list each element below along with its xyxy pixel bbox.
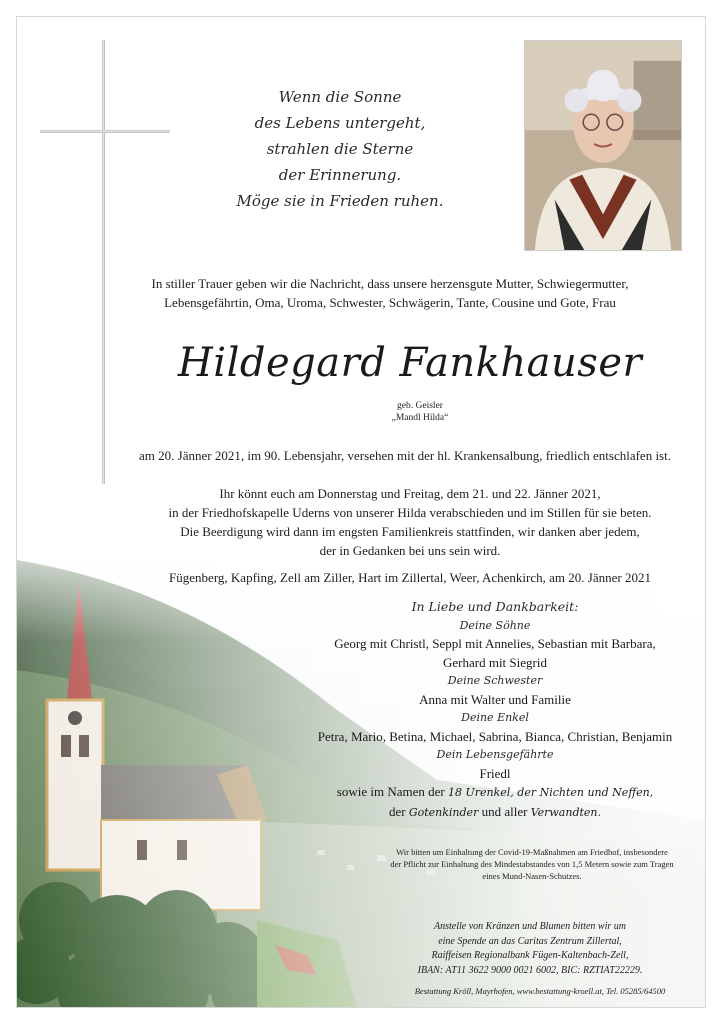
sister-line: Anna mit Walter und Familie [419, 691, 571, 707]
donation-line: IBAN: AT11 3622 9000 0021 6002, BIC: RZTIAT22229. [417, 964, 643, 976]
farewell-text [140, 484, 680, 560]
death-statement: am 20. Jänner 2021, im 90. Lebensjahr, versehen mit der hl. Krankensalbung, friedlich entschlafen ist. [139, 448, 671, 463]
intro-line: In stiller Trauer geben wir die Nachricht, dass unsere herzensgute Mutter, Schwiegermutter, [151, 276, 629, 291]
poem-line: strahlen die Sterne [266, 140, 414, 158]
farewell-line: der in Gedanken bei uns sein wird. [319, 543, 501, 558]
donation-line: eine Spende an das Caritas Zentrum Zillertal, [438, 935, 622, 947]
sons-line: Georg mit Christl, Seppl mit Annelies, Sebastian mit Barbara, [334, 636, 656, 651]
covid-line: Wir bitten um Einhaltung der Covid-19-Maßnahmen am Friedhof, insbesondere [396, 847, 668, 857]
partner-label: Dein Lebensgefährte [436, 748, 554, 761]
intro-text [120, 274, 660, 312]
cross-horizontal [40, 130, 170, 133]
relatives-text: der [388, 803, 406, 819]
partner-line: Friedl [479, 765, 511, 781]
deceased-name: Hildegard Fankhauser [177, 340, 643, 386]
covid-line: eines Mund-Nasen-Schutzes. [482, 871, 582, 881]
relatives-script: 18 Urenkel, der Nichten und Neffen, [447, 786, 654, 799]
cross-vertical [102, 40, 105, 484]
relatives-text: sowie im Namen der [336, 784, 445, 799]
nickname: „Mandl Hilda“ [391, 413, 449, 423]
relatives-script: Gotenkinder [408, 805, 479, 819]
portrait-photo [524, 40, 682, 251]
relatives-line [300, 783, 690, 803]
grandchildren-label: Deine Enkel [461, 711, 529, 724]
poem-line: der Erinnerung. [278, 166, 402, 184]
relatives-text: und aller [481, 803, 528, 819]
farewell-line: in der Friedhofskapelle Uderns von unserer Hilda verabschieden und im Stillen für sie beten. [168, 505, 652, 520]
poem [220, 84, 460, 214]
birth-name: geb. Geisler [397, 401, 443, 411]
covid-line: der Pflicht zur Einhaltung des Mindestabstandes von 1,5 Metern sowie zum Tragen [390, 859, 674, 869]
sons-label: Deine Söhne [459, 618, 531, 632]
grandchildren-line: Petra, Mario, Betina, Michael, Sabrina, Bianca, Christian, Benjamin [317, 728, 673, 744]
mourners-heading: In Liebe und Dankbarkeit: [411, 599, 579, 614]
sons-line: Gerhard mit Siegrid [443, 654, 547, 670]
intro-line: Lebensgefährtin, Oma, Uroma, Schwester, Schwägerin, Tante, Cousine und Gote, Frau [164, 295, 616, 310]
farewell-line: Die Beerdigung wird dann im engsten Familienkreis stattfinden, wir danken aber jedem, [180, 524, 640, 539]
farewell-line: Ihr könnt euch am Donnerstag und Freitag, dem 21. und 22. Jänner 2021, [219, 486, 601, 501]
relatives-line [300, 803, 690, 823]
mourners-list [300, 598, 690, 822]
donation-line: Raiffeisen Regionalbank Fügen-Kaltenbach-Zell, [431, 950, 629, 961]
poem-line: Wenn die Sonne [278, 88, 402, 106]
donation-line: Anstelle von Kränzen und Blumen bitten wir um [434, 921, 626, 932]
place-and-date: Fügenberg, Kapfing, Zell am Ziller, Hart im Zillertal, Weer, Achenkirch, am 20. Jänner 2021 [169, 570, 651, 585]
funeral-home-footer: Bestattung Kröll, Mayrhofen, www.bestattung-kroell.at, Tel. 05285/64500 [414, 986, 666, 996]
poem-line: Möge sie in Frieden ruhen. [236, 192, 444, 210]
relatives-script: Verwandten. [530, 805, 602, 819]
maiden-name [360, 400, 480, 424]
covid-notice [372, 846, 692, 882]
poem-line: des Lebens untergeht, [254, 114, 426, 132]
donation-notice [400, 920, 660, 978]
sister-label: Deine Schwester [447, 674, 543, 687]
